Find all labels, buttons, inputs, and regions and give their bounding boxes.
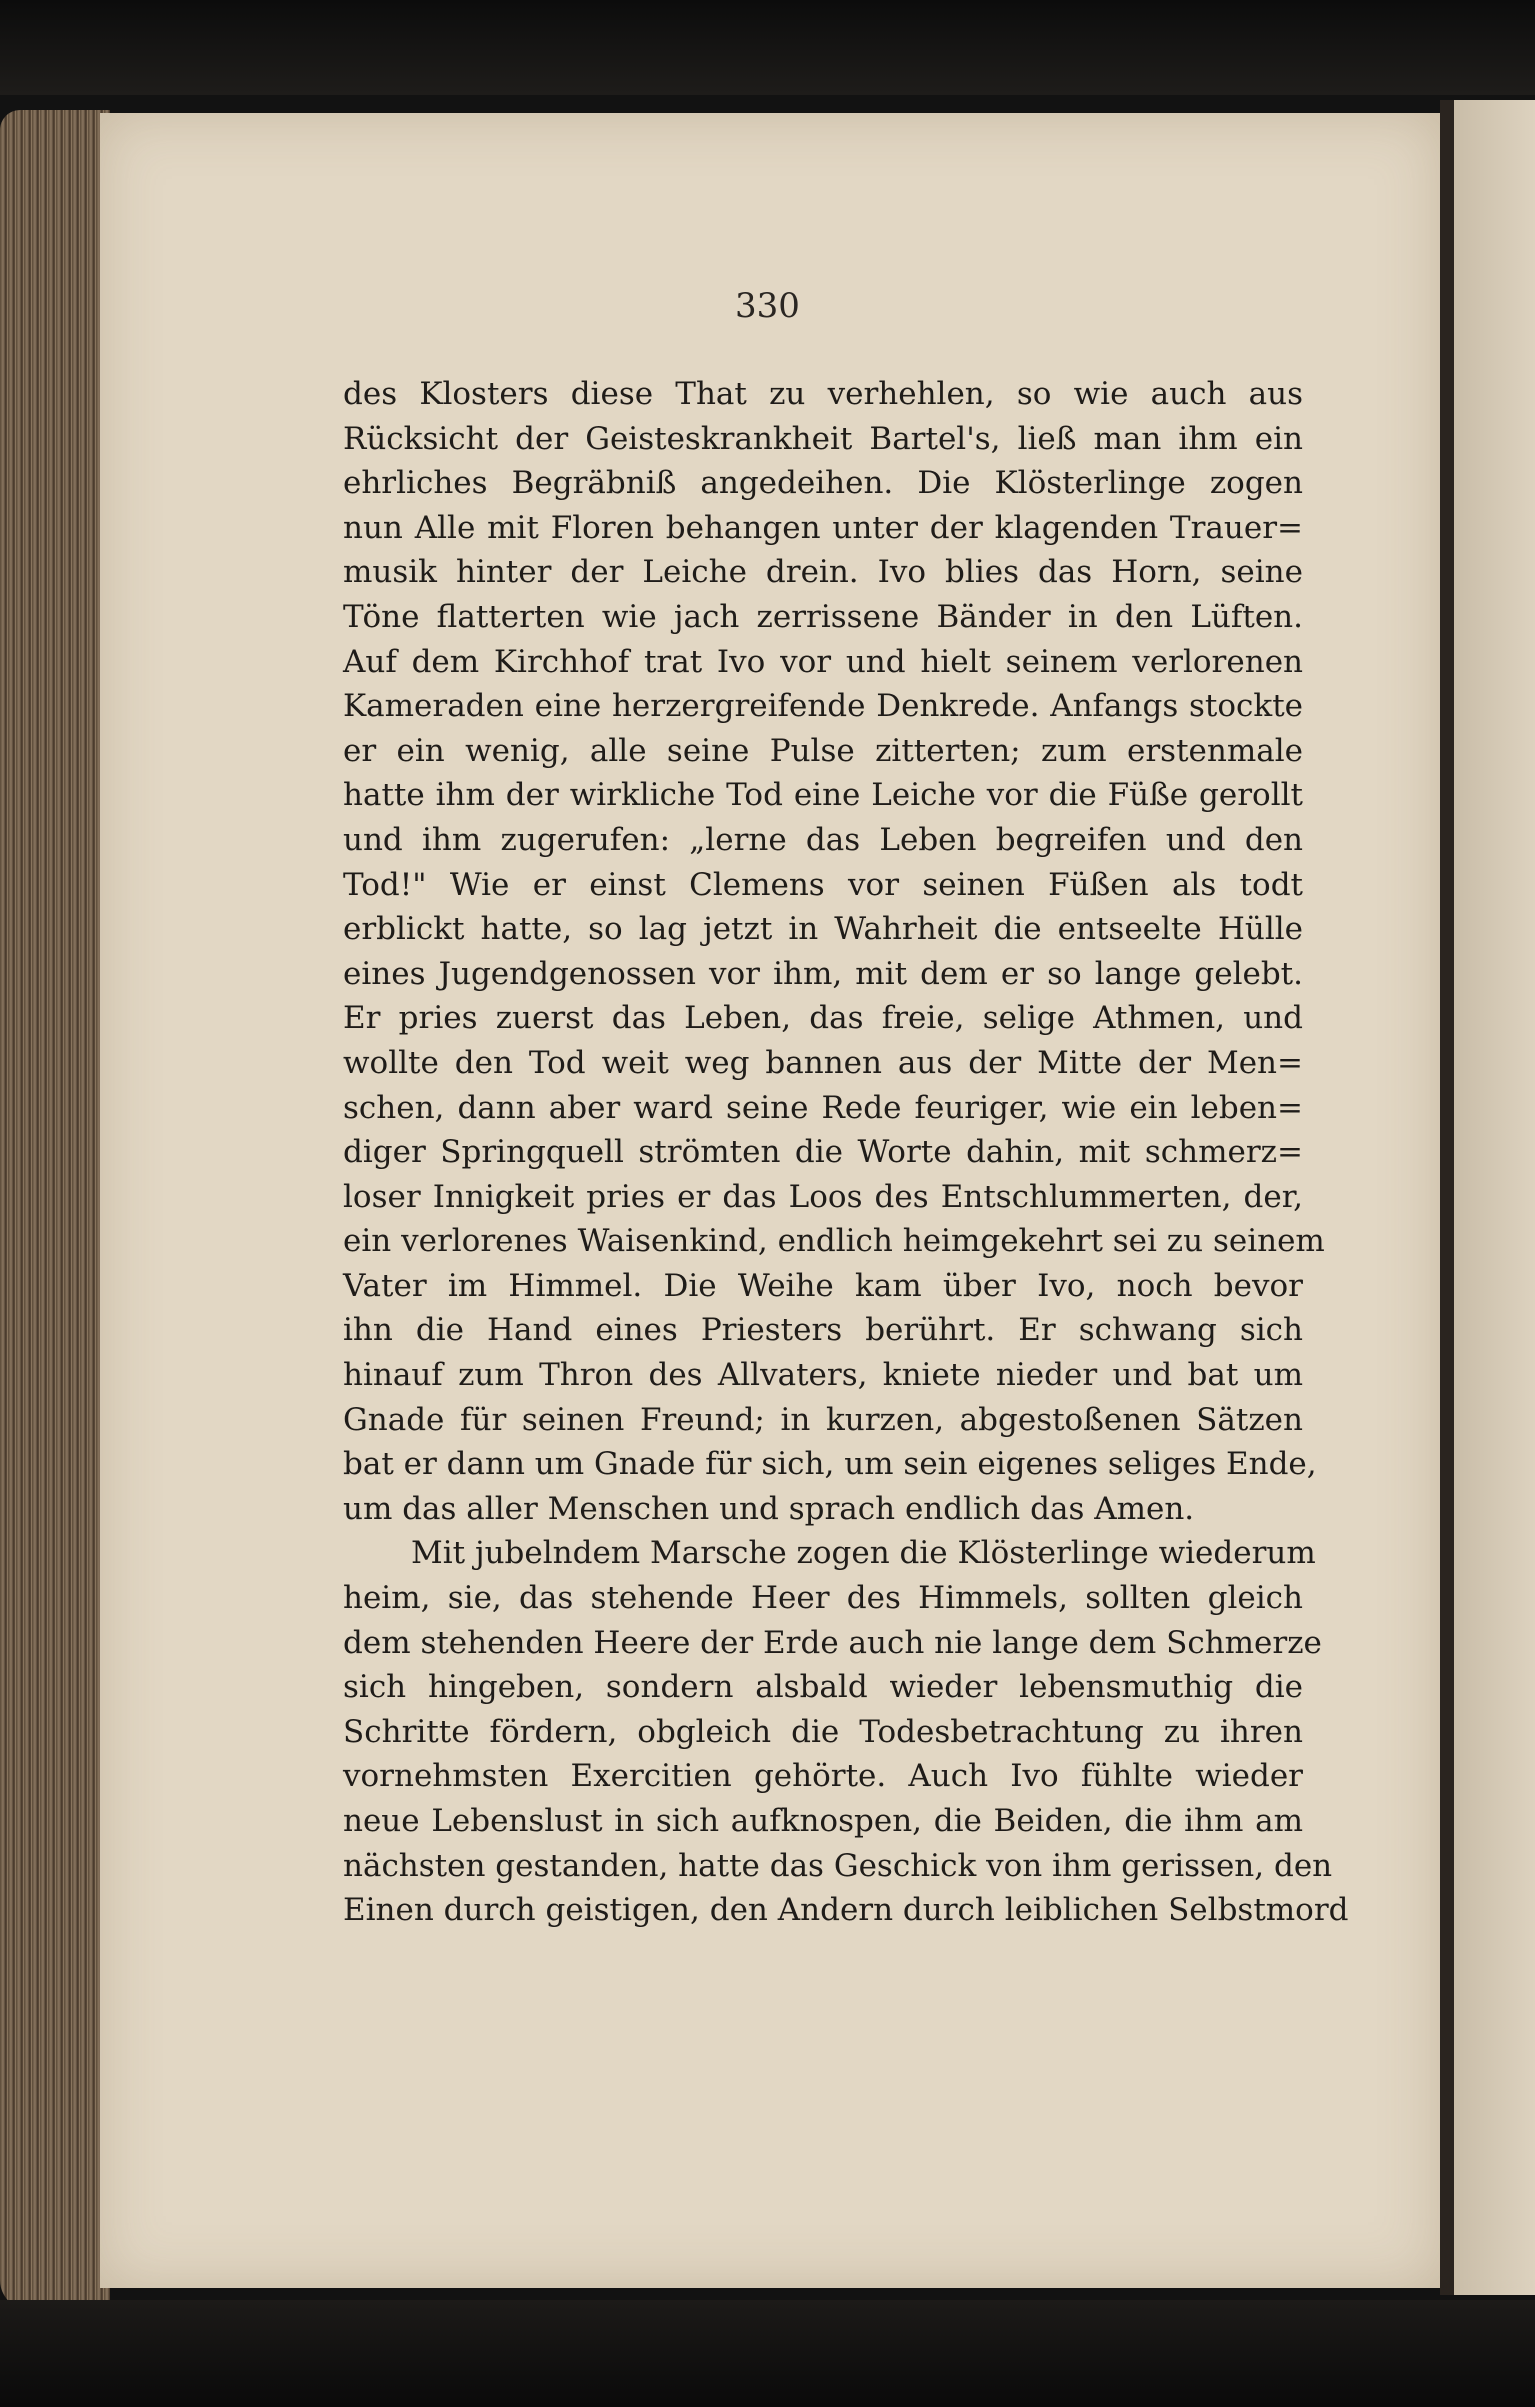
text-line: des Klosters diese That zu verhehlen, so wie auch aus bbox=[343, 376, 1303, 412]
text-line: nun Alle mit Floren behangen unter der klagenden Trauer= bbox=[343, 509, 1303, 546]
text-line: Töne flatterten wie jach zerrissene Bänder in den Lüften. bbox=[343, 598, 1303, 635]
text-line: vornehmsten Exercitien gehörte. Auch Ivo fühlte wieder bbox=[343, 1758, 1303, 1795]
facing-page-edge bbox=[1454, 100, 1535, 2295]
text-line: sich hingeben, sondern alsbald wieder lebensmuthig die bbox=[343, 1669, 1303, 1706]
text-line: Kameraden eine herzergreifende Denkrede. Anfangs stockte bbox=[343, 688, 1303, 725]
text-line: schen, dann aber ward seine Rede feuriger, wie ein leben= bbox=[343, 1089, 1303, 1126]
text-line: Tod!" Wie er einst Clemens vor seinen Füßen als todt bbox=[343, 866, 1303, 903]
page-text bbox=[343, 372, 1349, 1933]
text-line: Vater im Himmel. Die Weihe kam über Ivo, noch bevor bbox=[343, 1267, 1303, 1304]
text-line: Schritte fördern, obgleich die Todesbetrachtung zu ihren bbox=[343, 1713, 1303, 1750]
text-line: Auf dem Kirchhof trat Ivo vor und hielt seinem verlorenen bbox=[343, 643, 1303, 680]
text-line: Mit jubelndem Marsche zogen die Klösterlinge wiederum bbox=[411, 1535, 1316, 1572]
text-line: ein verlorenes Waisenkind, endlich heimgekehrt sei zu seinem bbox=[343, 1223, 1325, 1260]
text-line: bat er dann um Gnade für sich, um sein eigenes seliges Ende, bbox=[343, 1446, 1317, 1483]
book-page-edges bbox=[0, 110, 110, 2310]
text-line: Rücksicht der Geisteskrankheit Bartel's, ließ man ihm ein bbox=[343, 420, 1303, 457]
text-line: hatte ihm der wirkliche Tod eine Leiche vor die Füße gerollt bbox=[343, 777, 1303, 814]
background-bottom bbox=[0, 2300, 1535, 2407]
text-line: um das aller Menschen und sprach endlich das Amen. bbox=[343, 1490, 1195, 1527]
text-line: heim, sie, das stehende Heer des Himmels, sollten gleich bbox=[343, 1580, 1303, 1617]
text-line: dem stehenden Heere der Erde auch nie lange dem Schmerze bbox=[343, 1624, 1322, 1661]
text-line: und ihm zugerufen: „lerne das Leben begreifen und den bbox=[343, 821, 1303, 858]
text-line: neue Lebenslust in sich aufknospen, die Beiden, die ihm am bbox=[343, 1803, 1303, 1839]
text-line: ihn die Hand eines Priesters berührt. Er schwang sich bbox=[343, 1312, 1303, 1349]
text-line: ehrliches Begräbniß angedeihen. Die Klösterlinge zogen bbox=[343, 465, 1303, 502]
text-line: eines Jugendgenossen vor ihm, mit dem er so lange gelebt. bbox=[343, 955, 1303, 992]
text-line: hinauf zum Thron des Allvaters, kniete nieder und bat um bbox=[343, 1357, 1303, 1394]
text-line: wollte den Tod weit weg bannen aus der Mitte der Men= bbox=[343, 1044, 1303, 1081]
text-line: diger Springquell strömten die Worte dahin, mit schmerz= bbox=[343, 1134, 1303, 1171]
text-line: loser Innigkeit pries er das Loos des Entschlummerten, der, bbox=[343, 1178, 1303, 1215]
background-top bbox=[0, 0, 1535, 95]
page-number: 330 bbox=[735, 286, 800, 326]
book-gutter bbox=[1440, 100, 1454, 2295]
text-line: nächsten gestanden, hatte das Geschick von ihm gerissen, den bbox=[343, 1847, 1333, 1884]
text-line: er ein wenig, alle seine Pulse zitterten; zum erstenmale bbox=[343, 732, 1303, 769]
text-line: musik hinter der Leiche drein. Ivo blies das Horn, seine bbox=[343, 554, 1303, 591]
text-line: Er pries zuerst das Leben, das freie, selige Athmen, und bbox=[343, 1000, 1303, 1037]
text-line: Einen durch geistigen, den Andern durch leiblichen Selbstmord bbox=[343, 1892, 1349, 1929]
text-line: erblickt hatte, so lag jetzt in Wahrheit die entseelte Hülle bbox=[343, 911, 1303, 948]
text-line: Gnade für seinen Freund; in kurzen, abgestoßenen Sätzen bbox=[343, 1401, 1303, 1438]
